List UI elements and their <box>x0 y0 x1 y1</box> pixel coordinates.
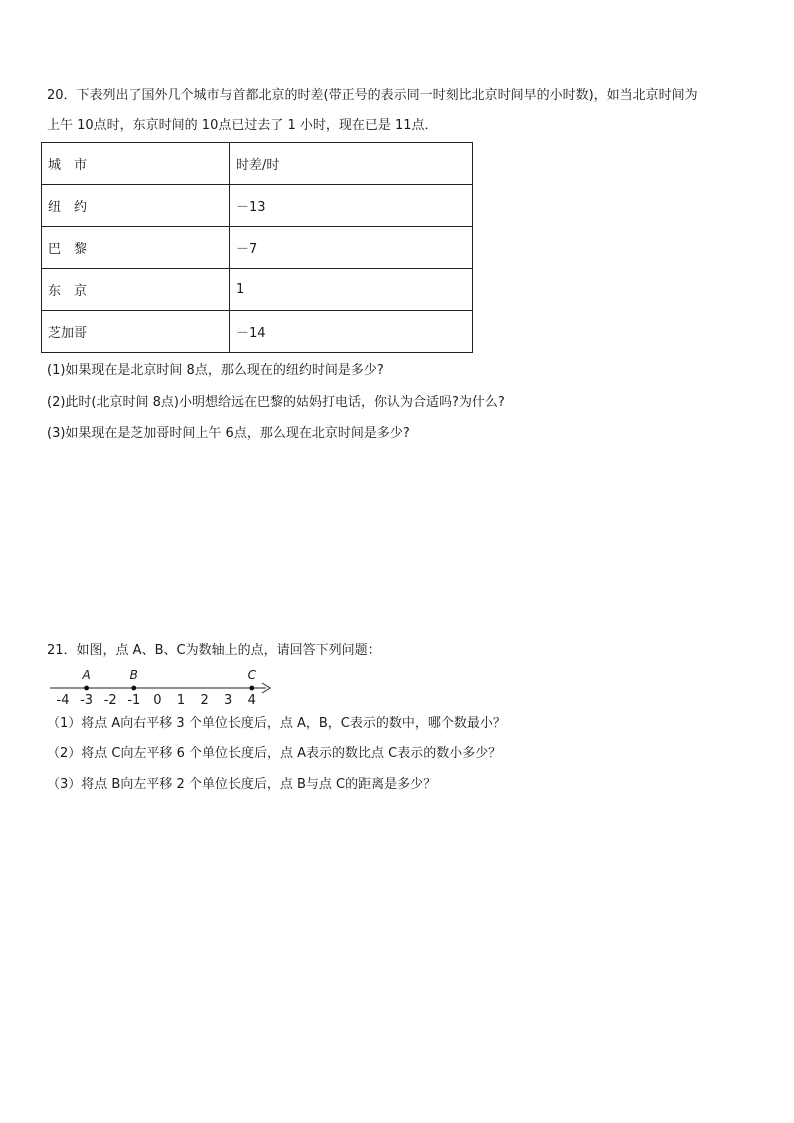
q20-stem-line1: 20．下表列出了国外几个城市与首都北京的时差(带正号的表示同一时刻比北京时间早的小时数)，如当北京时间为 <box>47 88 698 103</box>
table-row <box>42 311 473 353</box>
q21-sub-question-2: （2）将点 C向左平移 6 个单位长度后，点 A表示的数比点 C表示的数小多少？ <box>47 746 502 761</box>
number-line-tick-label: 3 <box>224 693 233 708</box>
number-line-tick-label: -1 <box>127 693 141 708</box>
time-difference-table <box>41 142 473 353</box>
table-header-row <box>42 143 473 185</box>
table-cell-city: 东 京 <box>42 269 230 311</box>
number-line-point-label: A <box>82 668 91 682</box>
q21-sub-question-1: （1）将点 A向右平移 3 个单位长度后，点 A，B，C表示的数中，哪个数最小？ <box>47 716 506 731</box>
number-line-point-a <box>84 686 89 691</box>
q21-sub-question-3: （3）将点 B向左平移 2 个单位长度后，点 B与点 C的距离是多少？ <box>47 777 437 792</box>
q20-sub-question-3: (3)如果现在是芝加哥时间上午 6点，那么现在北京时间是多少? <box>47 426 410 441</box>
number-line-tick-label: -2 <box>103 693 117 708</box>
table-row <box>42 227 473 269</box>
number-line-tick-label: 1 <box>176 693 186 708</box>
table-row <box>42 269 473 311</box>
table-cell-city: 纽 约 <box>42 185 230 227</box>
table-cell-city: 巴 黎 <box>42 227 230 269</box>
number-line-tick-label: -3 <box>80 693 94 708</box>
number-line-point-label: B <box>129 668 138 682</box>
q20-stem-line2: 上午 10点时，东京时间的 10点已过去了 1 小时，现在已是 11点． <box>47 118 438 133</box>
table-cell-diff: －13 <box>230 185 473 227</box>
number-line-tick-label: 4 <box>247 693 256 708</box>
number-line-point-c <box>249 686 254 691</box>
table-row <box>42 185 473 227</box>
number-line-tick-label: 2 <box>200 693 209 708</box>
q20-sub-question-2: (2)此时(北京时间 8点)小明想给远在巴黎的姑妈打电话，你认为合适吗?为什么? <box>47 395 505 410</box>
q20-sub-question-1: (1)如果现在是北京时间 8点，那么现在的纽约时间是多少? <box>47 363 384 378</box>
table-cell-diff: －7 <box>230 227 473 269</box>
table-cell-diff: 1 <box>230 269 473 311</box>
table-header-diff: 时差/时 <box>230 143 473 185</box>
table-cell-city: 芝加哥 <box>42 311 230 353</box>
number-line-tick-label: -4 <box>56 693 70 708</box>
table-cell-diff: －14 <box>230 311 473 353</box>
q21-stem: 21．如图，点 A、B、C为数轴上的点，请回答下列问题： <box>47 643 381 658</box>
number-line-tick-label: 0 <box>153 693 162 708</box>
number-line-figure <box>40 664 280 708</box>
number-line-point-label: C <box>247 668 256 682</box>
table-header-city: 城 市 <box>42 143 230 185</box>
number-line-point-b <box>131 686 136 691</box>
